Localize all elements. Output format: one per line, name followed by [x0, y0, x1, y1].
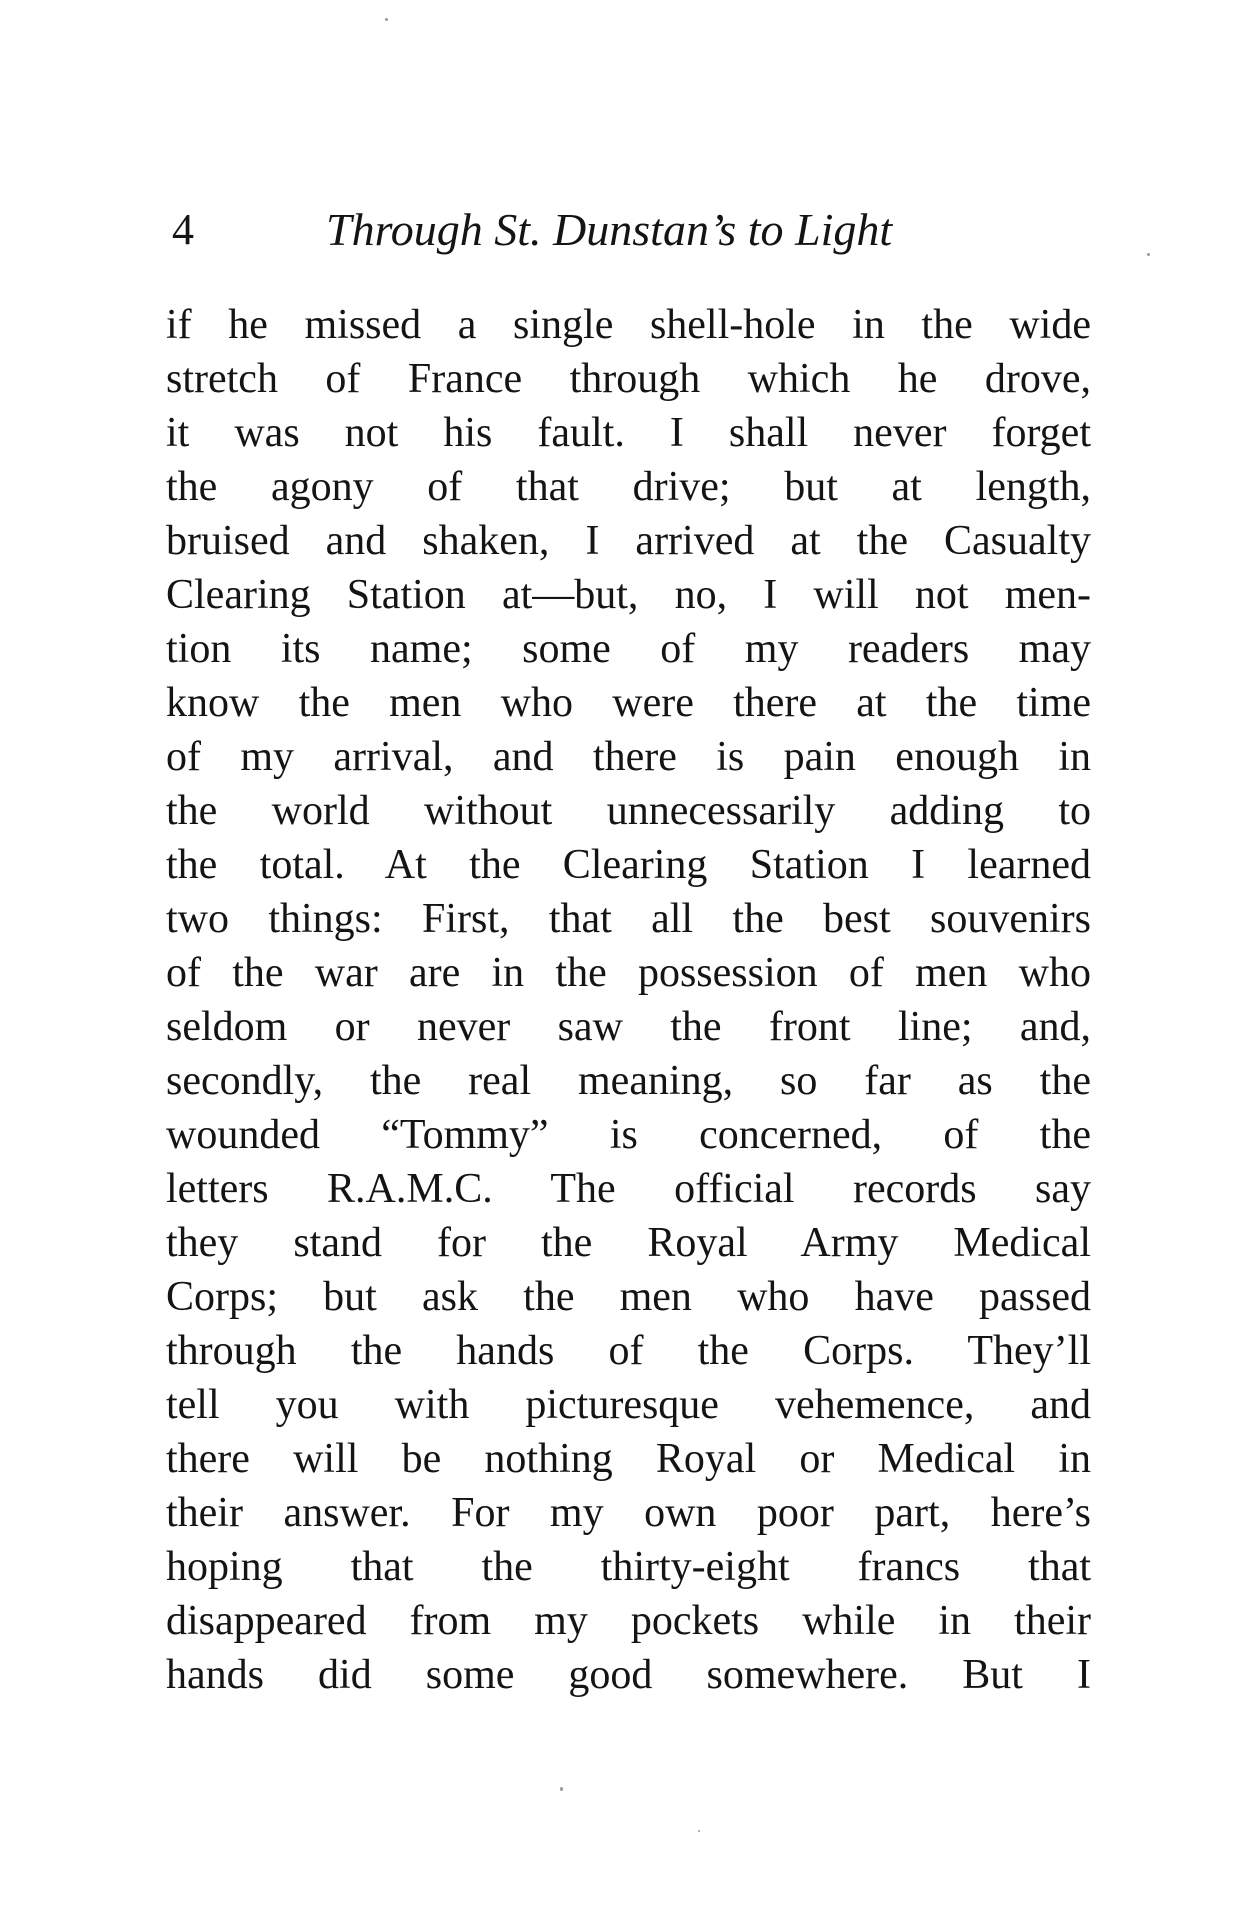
print-speck — [1147, 253, 1150, 256]
text-line: they stand for the Royal Army Medical — [166, 1220, 1091, 1266]
text-line: hoping that the thirty-eight francs that — [166, 1544, 1091, 1590]
text-line: wounded “Tommy” is concerned, of the — [166, 1112, 1091, 1158]
text-line: of the war are in the possession of men who — [166, 950, 1091, 996]
text-line: bruised and shaken, I arrived at the Casualty — [166, 518, 1091, 564]
text-line: know the men who were there at the time — [166, 680, 1091, 726]
text-line: letters R.A.M.C. The official records say — [166, 1166, 1091, 1212]
text-line: there will be nothing Royal or Medical in — [166, 1436, 1091, 1482]
text-line: through the hands of the Corps. They’ll — [166, 1328, 1091, 1374]
text-line: two things: First, that all the best souvenirs — [166, 896, 1091, 942]
running-title: Through St. Dunstan’s to Light — [326, 204, 893, 255]
text-line: seldom or never saw the front line; and, — [166, 1004, 1091, 1050]
body-text — [166, 298, 1091, 1702]
running-head — [172, 200, 932, 260]
text-line: secondly, the real meaning, so far as the — [166, 1058, 1091, 1104]
text-line: tell you with picturesque vehemence, and — [166, 1382, 1091, 1428]
text-line: it was not his fault. I shall never forget — [166, 410, 1091, 456]
text-line: if he missed a single shell-hole in the wide — [166, 302, 1091, 348]
text-line: hands did some good somewhere. But I — [166, 1652, 1091, 1698]
page-number: 4 — [172, 205, 194, 254]
print-speck — [385, 18, 388, 21]
text-line: Corps; but ask the men who have passed — [166, 1274, 1091, 1320]
text-line: tion its name; some of my readers may — [166, 626, 1091, 672]
text-line: their answer. For my own poor part, here’s — [166, 1490, 1091, 1536]
text-line: disappeared from my pockets while in their — [166, 1598, 1091, 1644]
print-speck — [560, 1787, 563, 1791]
text-line: of my arrival, and there is pain enough in — [166, 734, 1091, 780]
print-speck — [698, 1830, 700, 1832]
text-line: the agony of that drive; but at length, — [166, 464, 1091, 510]
text-line: Clearing Station at—but, no, I will not men- — [166, 572, 1091, 618]
text-line: the world without unnecessarily adding to — [166, 788, 1091, 834]
text-line: the total. At the Clearing Station I learned — [166, 842, 1091, 888]
text-line: stretch of France through which he drove, — [166, 356, 1091, 402]
